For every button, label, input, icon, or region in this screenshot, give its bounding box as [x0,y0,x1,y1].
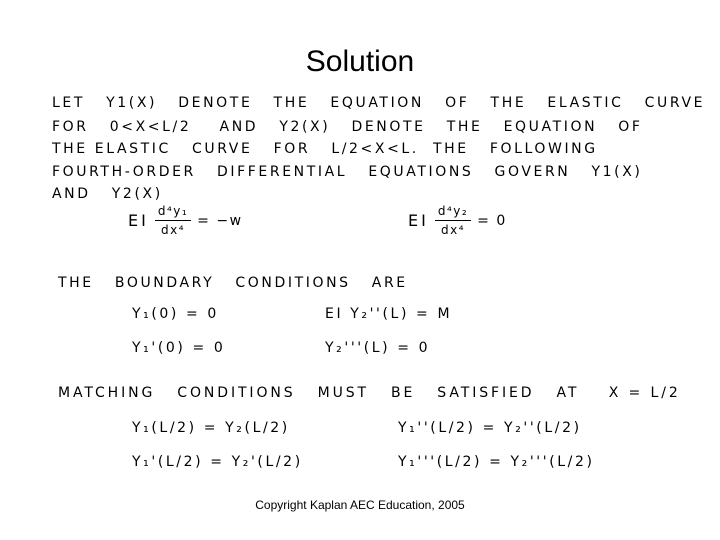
matching-condition-3: Y₁'(L/2) = Y₂'(L/2) [132,454,303,470]
boundary-condition-4: Y₂'''(L) = 0 [325,340,431,356]
eq2-denominator: dx⁴ [440,223,466,237]
intro-line-3: THE ELASTIC CURVE FOR L/2<X<L. THE FOLLOWING [52,141,598,157]
eq1-fraction [155,204,191,237]
copyright-notice: Copyright Kaplan AEC Education, 2005 [255,498,465,512]
boundary-header: THE BOUNDARY CONDITIONS ARE [58,275,408,291]
intro-line-4: FOURTH-ORDER DIFFERENTIAL EQUATIONS GOVERN Y1(X) [52,164,643,180]
boundary-condition-3: Y₁'(0) = 0 [132,340,226,356]
eq1-rhs: = −w [197,212,243,229]
differential-equation-1 [128,204,243,237]
differential-equation-2 [408,204,507,237]
eq1-numerator: d⁴y₁ [155,204,191,221]
matching-header: MATCHING CONDITIONS MUST BE SATISFIED AT X = L/2 [58,385,681,401]
intro-line-2: FOR 0<X<L/2 AND Y2(X) DENOTE THE EQUATION OF [52,119,643,135]
eq2-numerator: d⁴y₂ [435,204,471,221]
eq2-fraction [435,204,471,237]
matching-condition-2: Y₁''(L/2) = Y₂''(L/2) [398,420,582,436]
intro-line-1: LET Y1(X) DENOTE THE EQUATION OF THE ELASTIC CURVE [52,95,706,111]
eq1-denominator: dx⁴ [160,223,186,237]
slide-title: Solution [305,45,415,78]
boundary-condition-2: EI Y₂''(L) = M [325,306,453,322]
eq2-lhs: EI [408,211,429,230]
eq2-rhs: = 0 [477,212,507,229]
boundary-condition-1: Y₁(0) = 0 [132,306,219,322]
intro-line-5: AND Y2(X) [52,186,163,202]
eq1-lhs: EI [128,211,149,230]
matching-condition-1: Y₁(L/2) = Y₂(L/2) [132,420,290,436]
matching-condition-4: Y₁'''(L/2) = Y₂'''(L/2) [398,454,595,470]
